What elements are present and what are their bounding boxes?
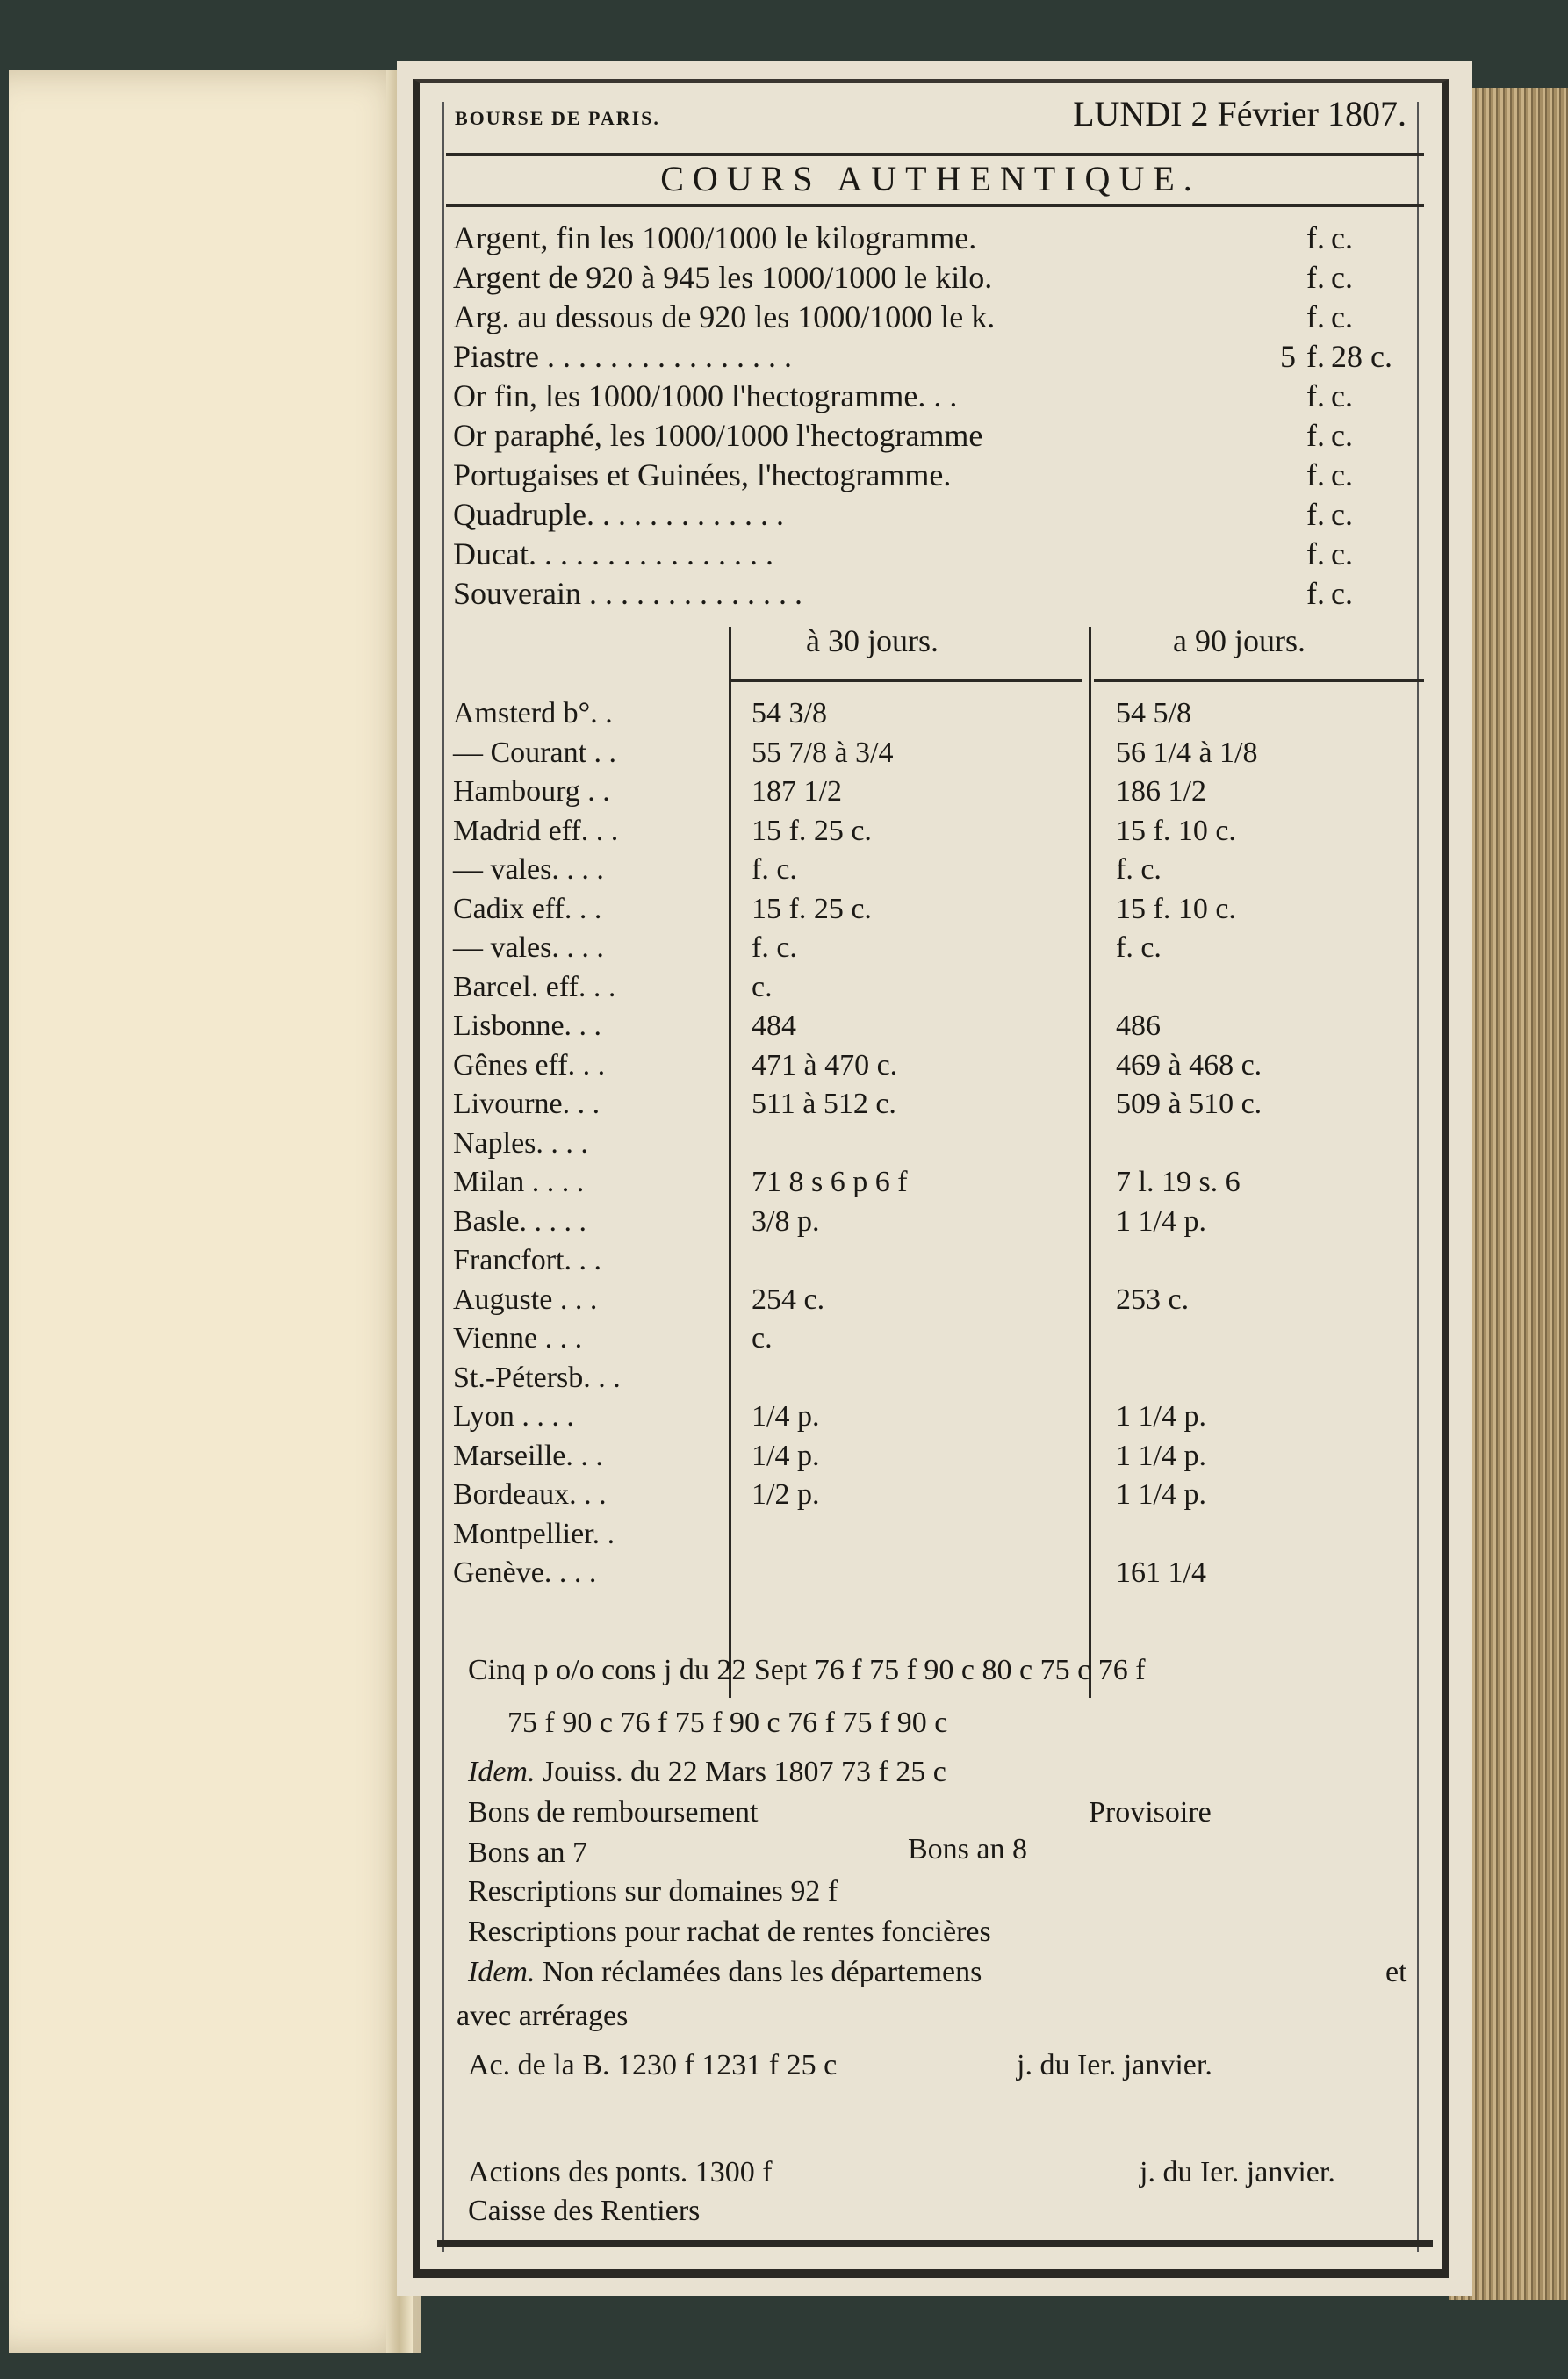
metal-cent: c. (1331, 457, 1353, 492)
rate-30-jours: 1/4 p. (752, 1439, 820, 1472)
exchange-row (453, 775, 1415, 814)
idem-label: Idem. (468, 1756, 536, 1788)
exchange-row (453, 1556, 1415, 1595)
metal-label: Piastre . . . . . . . . . . . . . . . . (453, 339, 792, 374)
city-name: Lisbonne. . . (453, 1010, 602, 1042)
rate-30-jours: 511 à 512 c. (752, 1088, 896, 1120)
city-name: Madrid eff. . . (453, 814, 619, 847)
rate-90-jours: 7 l. 19 s. 6 (1116, 1166, 1241, 1198)
city-name: Amsterd b°. . (453, 697, 613, 730)
city-name: Livourne. . . (453, 1088, 601, 1120)
rate-90-jours: 1 1/4 p. (1116, 1439, 1206, 1472)
rate-90-jours: f. c. (1116, 853, 1162, 886)
rate-30-jours: 54 3/8 (752, 697, 827, 730)
city-name: Gênes eff. . . (453, 1048, 606, 1082)
header-left: BOURSE DE PARIS. (455, 107, 660, 129)
exchange-row (453, 1400, 1415, 1439)
page-header (455, 93, 1406, 137)
rate-90-jours: 486 (1116, 1010, 1161, 1042)
et-text: et (1385, 1956, 1407, 1988)
exchange-row (453, 697, 1415, 736)
rate-90-jours: 253 c. (1116, 1283, 1190, 1316)
exchange-row (453, 1010, 1415, 1048)
metal-label: Or paraphé, les 1000/1000 l'hectogramme (453, 418, 983, 453)
col-90-jours: a 90 jours. (1173, 623, 1305, 658)
city-name: Cadix eff. . . (453, 892, 602, 925)
rate-90-jours: 161 1/4 (1116, 1556, 1206, 1589)
rate-90-jours: 54 5/8 (1116, 697, 1191, 730)
metal-label: Or fin, les 1000/1000 l'hectogramme. . . (453, 378, 958, 413)
rate-30-jours: 471 à 470 c. (752, 1048, 898, 1082)
cinq-line-2: 75 f 90 c 76 f 75 f 90 c 76 f 75 f 90 c (507, 1707, 948, 1739)
exchange-row (453, 1205, 1415, 1244)
rate-30-jours: f. c. (752, 931, 797, 964)
exchange-row (453, 1127, 1415, 1166)
city-name: Bordeaux. . . (453, 1478, 607, 1511)
metal-franc: f. (1306, 497, 1325, 532)
rate-30-jours: 254 c. (752, 1283, 825, 1316)
city-name: Barcel. eff. . . (453, 970, 616, 1003)
idem2-label: Idem. (468, 1956, 536, 1988)
metal-row (453, 535, 1415, 574)
exchange-row (453, 1244, 1415, 1283)
exchange-row (453, 1478, 1415, 1517)
rate-90-jours: 15 f. 10 c. (1116, 892, 1236, 925)
metal-cent: c. (1331, 299, 1353, 334)
metal-franc: f. (1306, 299, 1325, 334)
rescriptions-domaines: Rescriptions sur domaines 92 f (468, 1875, 838, 1908)
metal-cent: c. (1331, 260, 1353, 295)
metal-label: Ducat. . . . . . . . . . . . . . . . (453, 536, 773, 571)
rate-90-jours: f. c. (1116, 931, 1162, 964)
metal-row (453, 219, 1415, 258)
exchange-row (453, 1362, 1415, 1400)
exchange-row (453, 893, 1415, 931)
exchange-row (453, 815, 1415, 853)
metal-row (453, 377, 1415, 416)
city-name: Basle. . . . . (453, 1204, 587, 1238)
rate-30-jours: 15 f. 25 c. (752, 814, 872, 847)
metal-row (453, 575, 1415, 614)
exchange-row (453, 1518, 1415, 1556)
metal-row (453, 298, 1415, 337)
metal-franc: f. (1306, 536, 1325, 571)
rate-90-jours: 1 1/4 p. (1116, 1400, 1206, 1433)
bons-an-8: Bons an 8 (908, 1833, 1027, 1865)
idem-non-reclamees (468, 1956, 982, 1989)
city-name: St.-Pétersb. . . (453, 1361, 621, 1394)
rate-30-jours: 55 7/8 à 3/4 (752, 736, 894, 769)
col-30-jours: à 30 jours. (806, 623, 939, 658)
city-name: Hambourg . . (453, 775, 610, 808)
exchange-row (453, 971, 1415, 1010)
metal-cent: c. (1331, 220, 1353, 255)
left-blank-page (9, 70, 421, 2353)
city-name: Naples. . . . (453, 1126, 588, 1160)
actions-ponts: Actions des ponts. 1300 f (468, 2156, 773, 2189)
metal-cent: c. (1331, 497, 1353, 532)
banque-jouissance: j. du Ier. janvier. (1017, 2049, 1212, 2081)
col30-underline (729, 679, 1082, 682)
rate-90-jours: 186 1/2 (1116, 775, 1206, 808)
metal-value: 5 (1280, 339, 1296, 374)
provisoire: Provisoire (1089, 1796, 1212, 1829)
exchange-row (453, 1322, 1415, 1361)
city-name: — Courant . . (453, 736, 617, 769)
bottom-rule (437, 2240, 1433, 2247)
city-name: Montpellier. . (453, 1517, 615, 1550)
rate-30-jours: f. c. (752, 853, 797, 886)
metal-cent: c. (1331, 378, 1353, 413)
rate-90-jours: 15 f. 10 c. (1116, 814, 1236, 847)
exchange-row (453, 1283, 1415, 1322)
metal-franc: f. (1306, 418, 1325, 453)
rate-90-jours: 56 1/4 à 1/8 (1116, 736, 1258, 769)
metal-franc: f. (1306, 457, 1325, 492)
rate-30-jours: 1/2 p. (752, 1478, 820, 1511)
city-name: Lyon . . . . (453, 1400, 574, 1433)
rate-90-jours: 469 à 468 c. (1116, 1048, 1262, 1082)
rate-30-jours: 3/8 p. (752, 1204, 820, 1238)
rate-30-jours: 484 (752, 1010, 796, 1042)
bons-an-7: Bons an 7 (468, 1836, 587, 1869)
metal-label: Portugaises et Guinées, l'hectogramme. (453, 457, 952, 492)
metal-label: Argent de 920 à 945 les 1000/1000 le kilo. (453, 260, 993, 295)
city-name: — vales. . . . (453, 853, 604, 886)
header-rule (446, 153, 1424, 156)
exchange-row (453, 737, 1415, 775)
metal-cent: c. (1331, 536, 1353, 571)
metal-cent: c. (1331, 576, 1353, 611)
metal-row (453, 417, 1415, 456)
col90-underline (1094, 679, 1424, 682)
city-name: Vienne . . . (453, 1322, 583, 1355)
city-name: Francfort. . . (453, 1244, 602, 1276)
metal-row (453, 338, 1415, 377)
rate-90-jours: 1 1/4 p. (1116, 1204, 1206, 1238)
rate-90-jours: 509 à 510 c. (1116, 1088, 1262, 1120)
metal-franc: f. (1306, 576, 1325, 611)
metal-row (453, 456, 1415, 495)
metal-franc: f. (1306, 220, 1325, 255)
exchange-row (453, 931, 1415, 970)
page-title: COURS AUTHENTIQUE. (660, 159, 1201, 198)
metal-label: Arg. au dessous de 920 les 1000/1000 le k. (453, 299, 996, 334)
metal-label: Quadruple. . . . . . . . . . . . . (453, 497, 784, 532)
city-name: Marseille. . . (453, 1439, 603, 1472)
exchange-row (453, 1049, 1415, 1088)
avec-arrerages: avec arrérages (457, 2000, 629, 2032)
metal-franc: f. (1306, 339, 1325, 374)
metal-label: Souverain . . . . . . . . . . . . . . (453, 576, 802, 611)
rate-30-jours: 71 8 s 6 p 6 f (752, 1166, 908, 1198)
bons-remboursement: Bons de remboursement (468, 1796, 759, 1829)
rate-30-jours: c. (752, 1322, 773, 1355)
city-name: — vales. . . . (453, 931, 604, 964)
rate-30-jours: 15 f. 25 c. (752, 892, 872, 925)
ponts-jouissance: j. du Ier. janvier. (1140, 2156, 1335, 2189)
rate-30-jours: 1/4 p. (752, 1400, 820, 1433)
idem2-rest: Non réclamées dans les départemens (542, 1956, 982, 1988)
city-name: Milan . . . . (453, 1166, 585, 1198)
metal-label: Argent, fin les 1000/1000 le kilogramme. (453, 220, 977, 255)
idem-rest: Jouiss. du 22 Mars 1807 73 f 25 c (542, 1756, 946, 1788)
header-date: LUNDI 2 Février 1807. (1073, 94, 1406, 133)
caisse-rentiers: Caisse des Rentiers (468, 2195, 701, 2227)
exchange-row (453, 1440, 1415, 1478)
rescriptions-rachat: Rescriptions pour rachat de rentes foncières (468, 1915, 991, 1948)
rate-90-jours: 1 1/4 p. (1116, 1478, 1206, 1511)
rate-30-jours: 187 1/2 (752, 775, 842, 808)
city-name: Genève. . . . (453, 1556, 597, 1589)
metal-row (453, 259, 1415, 298)
metal-row (453, 496, 1415, 535)
cinq-line-1: Cinq p o/o cons j du 22 Sept 76 f 75 f 90 c 80 c 75 c 76 f (468, 1654, 1146, 1686)
exchange-row (453, 1166, 1415, 1204)
rate-30-jours: c. (752, 970, 773, 1003)
idem-line (468, 1756, 946, 1789)
metal-franc: f. (1306, 378, 1325, 413)
actions-banque: Ac. de la B. 1230 f 1231 f 25 c (468, 2049, 838, 2081)
metal-cent: 28 c. (1331, 339, 1392, 374)
ruled-frame (413, 79, 1449, 2278)
title-rule (446, 204, 1424, 207)
exchange-row (453, 1088, 1415, 1126)
city-name: Auguste . . . (453, 1283, 598, 1316)
metal-cent: c. (1331, 418, 1353, 453)
metal-franc: f. (1306, 260, 1325, 295)
exchange-row (453, 853, 1415, 892)
